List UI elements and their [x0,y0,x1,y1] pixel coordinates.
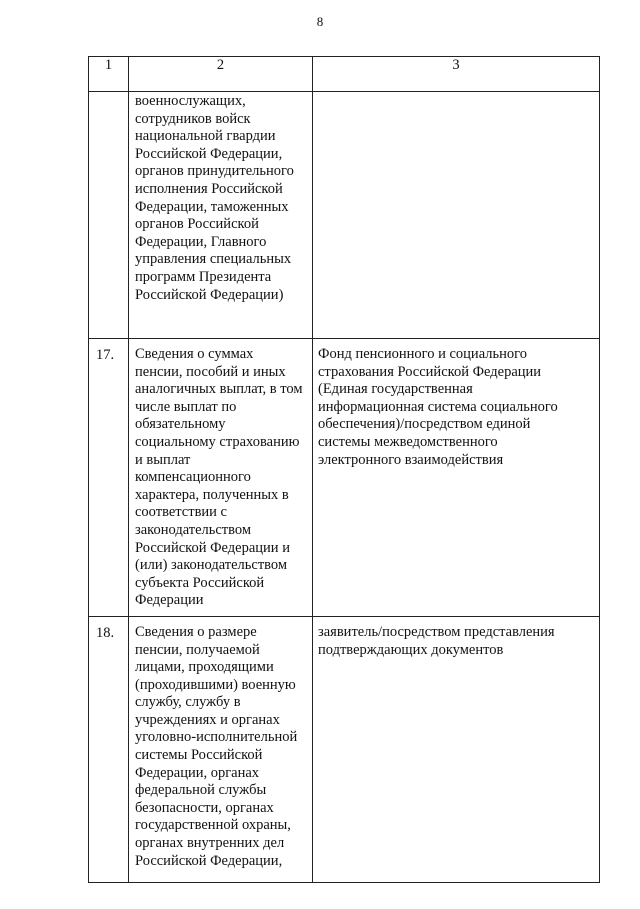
row-number: 17. [89,339,129,617]
column-header-1: 1 [89,57,129,92]
row-description: Сведения о размере пенсии, получаемой лицами, проходящими (проходившими) военную службу, службу в учреждениях и органах уголовно-исполнительной системы Российской Федерации, органах федеральной службы безопасности, органах государственной охраны, органах внутренних дел Российской Федерации, [129,616,313,882]
document-table [88,56,600,883]
table-row [89,339,600,617]
column-header-3: 3 [313,57,600,92]
table-header-row [89,57,600,92]
table-row [89,92,600,339]
row-number: 18. [89,616,129,882]
row-source [313,92,600,339]
row-source: Фонд пенсионного и социального страхования Российской Федерации (Единая государственная информационная система социального обеспечения)/посредством единой системы межведомственного электронного взаимодействия [313,339,600,617]
row-source: заявитель/посредством представления подтверждающих документов [313,616,600,882]
row-description: Сведения о суммах пенсии, пособий и иных аналогичных выплат, в том числе выплат по обязательному социальному страхованию и выплат компенсационного характера, полученных в соответствии с законодательством Российской Федерации и (или) законодательством субъекта Российской Федерации [129,339,313,617]
page-number: 8 [316,14,324,29]
row-description: военнослужащих, сотрудников войск национальной гвардии Российской Федерации, органов принудительного исполнения Российской Федерации, таможенных органов Российской Федерации, Главного управления специальных программ Президента Российской Федерации) [129,92,313,339]
table-row [89,616,600,882]
column-header-2: 2 [129,57,313,92]
row-number [89,92,129,339]
